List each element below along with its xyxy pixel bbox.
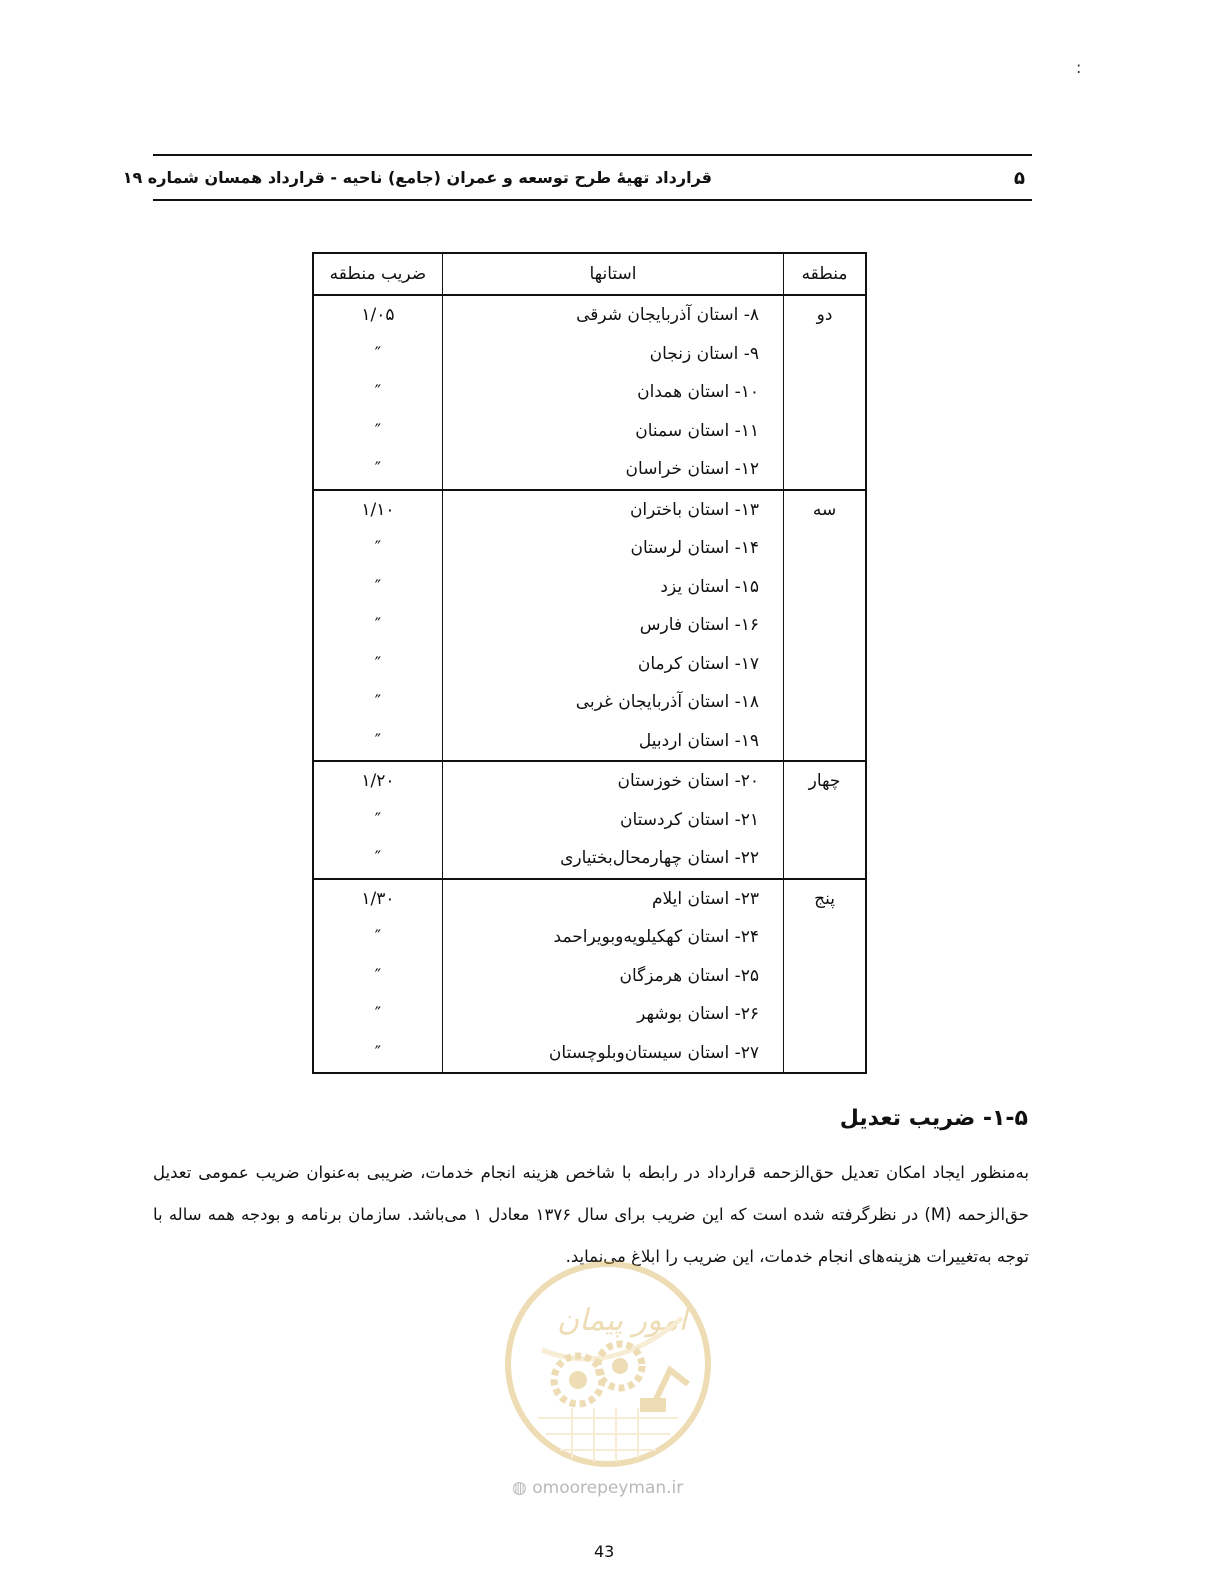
zone-coefficient: ″	[313, 606, 442, 645]
province-name: ۱۶- استان فارس	[442, 606, 783, 645]
province-name: ۲۶- استان بوشهر	[442, 995, 783, 1034]
province-name: ۱۳- استان باختران	[442, 490, 783, 530]
watermark-url-text: omoorepeyman.ir	[532, 1478, 684, 1498]
table-header-row	[313, 253, 866, 295]
province-name: ۱۵- استان یزد	[442, 568, 783, 607]
zone-cell	[784, 918, 866, 957]
zone-cell	[784, 412, 866, 451]
table-row	[313, 450, 866, 490]
table-row	[313, 606, 866, 645]
zone-coefficient: ″	[313, 995, 442, 1034]
table-body	[313, 295, 866, 1073]
zone-coefficient: ″	[313, 450, 442, 490]
table-row	[313, 918, 866, 957]
watermark-logo-text: امور پیمان	[557, 1303, 687, 1338]
section-heading: ۱-۵- ضریب تعدیل	[839, 1106, 1028, 1131]
column-header-zone: منطقه	[784, 253, 866, 295]
table-row	[313, 645, 866, 684]
zone-cell	[784, 450, 866, 490]
zone-coefficient: ″	[313, 957, 442, 996]
zone-cell	[784, 606, 866, 645]
province-name: ۱۴- استان لرستان	[442, 529, 783, 568]
zone-coefficient: ″	[313, 801, 442, 840]
table-row	[313, 839, 866, 879]
province-name: ۲۴- استان کهکیلویه‌وبویراحمد	[442, 918, 783, 957]
zone-coefficient: ″	[313, 373, 442, 412]
section-body-paragraph: به‌منظور ایجاد امکان تعدیل حق‌الزحمه قرارداد در رابطه با شاخص هزینه انجام خدمات، ضریبی به‌عنوان ضریب عمومی تعدیل حق‌الزحمه (M) در نظرگرفته شده است که این ضریب برای سال ۱۳۷۶ معادل ۱ می‌باشد. سازمان برنامه و بودجه همه ساله با توجه به‌تغییرات هزینه‌های انجام خدمات، این ضریب را ابلاغ می‌نماید.	[153, 1163, 1029, 1266]
province-name: ۲۷- استان سیستان‌وبلوچستان	[442, 1034, 783, 1074]
table-row	[313, 1034, 866, 1074]
zone-cell	[784, 801, 866, 840]
zone-cell	[784, 839, 866, 879]
province-name: ۱۷- استان کرمان	[442, 645, 783, 684]
table-row	[313, 801, 866, 840]
zone-coefficient: ۱/۳۰	[313, 879, 442, 919]
zone-cell	[784, 373, 866, 412]
zone-cell	[784, 1034, 866, 1074]
zone-coefficient: ″	[313, 412, 442, 451]
province-name: ۲۵- استان هرمزگان	[442, 957, 783, 996]
zone-coefficient: ″	[313, 683, 442, 722]
zone-cell	[784, 722, 866, 762]
page-number: 43	[594, 1542, 615, 1561]
province-name: ۱۱- استان سمنان	[442, 412, 783, 451]
header-rule-top	[153, 154, 1032, 156]
watermark-logo	[502, 1258, 714, 1470]
zone-cell	[784, 995, 866, 1034]
table-row	[313, 529, 866, 568]
zone-name: پنج	[784, 879, 866, 919]
zone-coefficient: ۱/۱۰	[313, 490, 442, 530]
zone-cell	[784, 568, 866, 607]
zone-cell	[784, 957, 866, 996]
column-header-provinces: استانها	[442, 253, 783, 295]
zone-cell	[784, 335, 866, 374]
zone-name: سه	[784, 490, 866, 530]
zone-name: دو	[784, 295, 866, 335]
province-name: ۱۲- استان خراسان	[442, 450, 783, 490]
province-name: ۲۱- استان کردستان	[442, 801, 783, 840]
excavator-icon	[640, 1370, 688, 1412]
globe-icon: ◍	[512, 1478, 527, 1498]
zone-cell	[784, 529, 866, 568]
table-row	[313, 335, 866, 374]
table-row	[313, 683, 866, 722]
table-row	[313, 568, 866, 607]
table-row	[313, 761, 866, 801]
table-row	[313, 373, 866, 412]
zone-cell	[784, 683, 866, 722]
gear-icon	[598, 1344, 642, 1388]
province-name: ۹- استان زنجان	[442, 335, 783, 374]
table-row	[313, 412, 866, 451]
table-row	[313, 490, 866, 530]
zone-coefficient: ″	[313, 1034, 442, 1074]
province-name: ۱۸- استان آذربایجان غربی	[442, 683, 783, 722]
table-row	[313, 879, 866, 919]
zone-coefficient-table	[312, 252, 867, 1074]
province-name: ۲۳- استان ایلام	[442, 879, 783, 919]
province-name: ۸- استان آذربایجان شرقی	[442, 295, 783, 335]
table-row	[313, 295, 866, 335]
table-row	[313, 957, 866, 996]
header-title: قرارداد تهیهٔ طرح توسعه و عمران (جامع) ناحیه - قرارداد همسان شماره ۱۹	[122, 168, 712, 187]
zone-coefficient: ″	[313, 529, 442, 568]
table-row	[313, 722, 866, 762]
province-name: ۱۰- استان همدان	[442, 373, 783, 412]
watermark-url	[512, 1478, 683, 1498]
zone-coefficient: ″	[313, 839, 442, 879]
zone-coefficient: ″	[313, 568, 442, 607]
zone-coefficient: ″	[313, 722, 442, 762]
zone-coefficient: ″	[313, 645, 442, 684]
header-rule-bottom	[153, 199, 1032, 201]
zone-coefficient: ″	[313, 335, 442, 374]
zone-coefficient: ۱/۰۵	[313, 295, 442, 335]
province-name: ۲۰- استان خوزستان	[442, 761, 783, 801]
table-row	[313, 995, 866, 1034]
corner-mark: :	[1076, 58, 1082, 77]
province-name: ۲۲- استان چهارمحال‌بختیاری	[442, 839, 783, 879]
zone-coefficient: ″	[313, 918, 442, 957]
zone-coefficient: ۱/۲۰	[313, 761, 442, 801]
header-page-number: ۵	[1014, 168, 1025, 189]
zone-cell	[784, 645, 866, 684]
zone-name: چهار	[784, 761, 866, 801]
column-header-coefficient: ضریب منطقه	[313, 253, 442, 295]
province-name: ۱۹- استان اردبیل	[442, 722, 783, 762]
